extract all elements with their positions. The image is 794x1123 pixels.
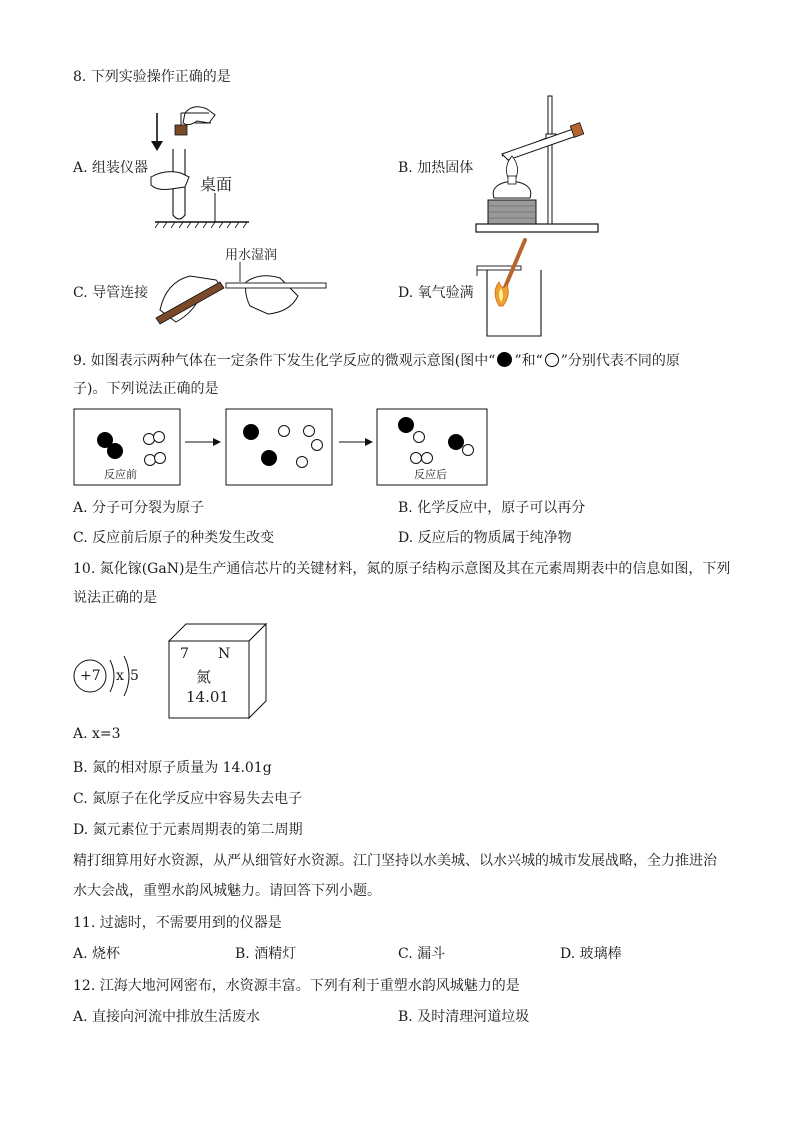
q9-option-b: B. 化学反应中，原子可以再分 <box>398 500 586 516</box>
q11-option-a: A. 烧杯 <box>73 946 121 962</box>
figure-oxygen-test <box>475 236 555 340</box>
box-before-label: 反应前 <box>104 468 137 481</box>
q8-option-d: D. 氧气验满 <box>398 285 474 301</box>
q12-stem: 12. 江海大地河网密布，水资源丰富。下列有利于重塑水韵风城魅力的是 <box>73 978 520 994</box>
q10-option-d: D. 氮元素位于元素周期表的第二周期 <box>73 822 303 838</box>
q10-option-b: B. 氮的相对原子质量为 14.01g <box>73 760 272 776</box>
cell-atomic-number: 7 <box>180 646 189 662</box>
figure-connect-tubes <box>150 262 335 330</box>
q9-option-d: D. 反应后的物质属于纯净物 <box>398 530 572 546</box>
q9-option-a: A. 分子可分裂为原子 <box>73 500 205 516</box>
q9-stem-line1 <box>73 350 680 370</box>
passage-line1: 精打细算用好水资源，从严从细管好水资源。江门坚持以水美城、以水兴城的城市发展战略，全力推进治 <box>73 853 717 869</box>
q8-stem: 8. 下列实验操作正确的是 <box>73 69 231 85</box>
q8-option-b: B. 加热固体 <box>398 160 474 176</box>
cell-element-name: 氮 <box>196 668 212 686</box>
q11-stem: 11. 过滤时，不需要用到的仪器是 <box>73 915 282 931</box>
q8-option-c: C. 导管连接 <box>73 285 149 301</box>
q9-stem-part3: ”分别代表不同的原 <box>560 353 680 369</box>
q10-option-c: C. 氮原子在化学反应中容易失去电子 <box>73 791 303 807</box>
shell-one-electrons: x <box>116 668 124 684</box>
q9-stem-line2: 子)。下列说法正确的是 <box>73 381 219 397</box>
q8-option-a: A. 组装仪器 <box>73 160 149 176</box>
q10-stem-line1: 10. 氮化镓(GaN)是生产通信芯片的关键材料，氮的原子结构示意图及其在元素周期表中的信息如图，下列 <box>73 561 731 577</box>
figure-heat-solid <box>472 94 602 236</box>
filled-circle-icon <box>497 352 512 367</box>
figure-c-label: 用水湿润 <box>225 248 278 263</box>
q10-stem-line2: 说法正确的是 <box>73 590 157 606</box>
figure-a-table-label: 桌面 <box>200 175 233 194</box>
q12-option-a: A. 直接向河流中排放生活废水 <box>73 1009 261 1025</box>
q11-option-b: B. 酒精灯 <box>235 946 297 962</box>
q11-option-c: C. 漏斗 <box>398 946 446 962</box>
q11-option-d: D. 玻璃棒 <box>560 946 622 962</box>
figure-assemble-apparatus <box>145 105 255 230</box>
q9-option-c: C. 反应前后原子的种类发生改变 <box>73 530 275 546</box>
hollow-circle-icon <box>545 353 559 367</box>
nucleus-charge: +7 <box>80 668 101 684</box>
q10-option-a: A. x=3 <box>73 726 121 742</box>
q9-stem-part2: ”和“ <box>514 353 543 369</box>
shell-two-electrons: 5 <box>130 668 139 684</box>
q12-option-b: B. 及时清理河道垃圾 <box>398 1009 530 1025</box>
q9-stem-part1: 9. 如图表示两种气体在一定条件下发生化学反应的微观示意图(图中“ <box>73 353 496 369</box>
box-after-label: 反应后 <box>414 468 447 481</box>
passage-line2: 水大会战，重塑水韵风城魅力。请回答下列小题。 <box>73 883 381 899</box>
cell-atomic-mass: 14.01 <box>186 688 229 706</box>
cell-symbol: N <box>218 646 231 662</box>
